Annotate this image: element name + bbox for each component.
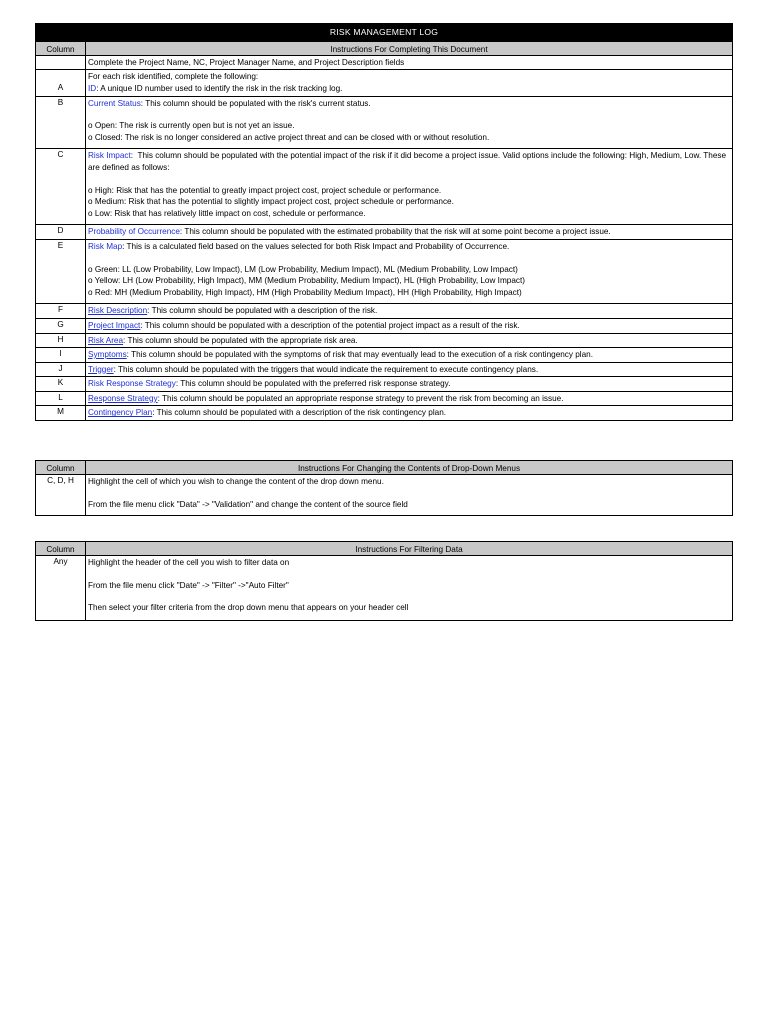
field-name: Contingency Plan (88, 408, 153, 418)
intro-row (36, 69, 732, 82)
field-name: Trigger (88, 364, 114, 374)
column-header: Column (36, 42, 86, 55)
field-text: This column should be populated an appropriate response strategy to prevent the risk from becoming an issue. (162, 393, 564, 403)
field-text: This column should be populated with the triggers that would indicate the requirement to execute contingency plans. (118, 364, 539, 374)
table-row (36, 347, 732, 362)
table-row (36, 82, 732, 96)
field-text: This column should be populated with the symptoms of risk that may eventually lead to the execution of a risk contingency plan. (131, 350, 594, 360)
intro-text: Complete the Project Name, NC, Project Manager Name, and Project Description fields (88, 58, 405, 67)
field-name: Project Impact (88, 320, 141, 330)
instructions-cell (86, 406, 732, 420)
instruction-line: From the file menu click "Data" -> "Validation" and change the content of the source field (88, 499, 408, 509)
table-row (36, 318, 732, 333)
instructions-cell (86, 225, 732, 239)
instruction-line: Then select your filter criteria from the drop down menu that appears on your header cell (88, 603, 409, 613)
column-letter: A (36, 82, 86, 96)
document-title: RISK MANAGEMENT LOG (36, 24, 732, 41)
column-letter: M (36, 406, 86, 420)
field-separator: : (130, 151, 138, 161)
dropdown-instructions-table (35, 460, 733, 516)
field-name: Risk Area (88, 335, 124, 345)
field-separator: : (123, 335, 128, 345)
column-letter: C (36, 149, 86, 224)
table-header-row (36, 41, 732, 55)
option-line: o Closed: The risk is no longer considered an active project threat and can be closed with or without resolution. (88, 132, 490, 142)
column-header: Column (36, 542, 86, 555)
field-text: This column should be populated with the appropriate risk area. (127, 335, 358, 345)
field-description (88, 226, 730, 238)
field-description (88, 241, 730, 253)
table-row (36, 96, 732, 149)
field-description (88, 83, 730, 95)
field-text: This column should be populated with a description of the risk contingency plan. (156, 408, 447, 418)
field-name: Risk Impact (88, 151, 131, 161)
filter-instructions-table (35, 541, 733, 621)
field-text: A unique ID number used to identify the risk in the risk tracking log. (100, 84, 343, 93)
field-name: Current Status (88, 98, 141, 108)
instructions-cell (86, 149, 732, 224)
field-description (88, 364, 730, 376)
field-name: Risk Map (88, 241, 123, 251)
field-separator: : (126, 350, 132, 360)
table-row (36, 376, 732, 391)
instructions-header: Instructions For Completing This Document (330, 45, 488, 54)
field-name: Probability of Occurrence (88, 227, 180, 237)
field-separator: : (122, 241, 127, 251)
field-description (88, 320, 730, 332)
field-description (88, 378, 730, 390)
option-line: o Green: LL (Low Probability, Low Impact), LM (Low Probability, Medium Impact), ML (Medium Probability, Low Impact) (88, 264, 518, 274)
instructions-cell (86, 319, 732, 333)
instructions-cell (86, 363, 732, 377)
instructions-cell (86, 304, 732, 318)
risk-log-instructions-table (35, 23, 733, 421)
instructions-header: Instructions For Changing the Contents of Drop-Down Menus (297, 464, 521, 473)
field-separator: : (96, 84, 101, 93)
column-cell: Any (36, 556, 86, 620)
field-name: Risk Response Strategy (88, 379, 176, 389)
table-row (36, 405, 732, 420)
table-row (36, 474, 732, 515)
option-line: o Red: MH (Medium Probability, High Impact), HM (High Probability Medium Impact), HH (High Probability, High Impact) (88, 287, 522, 297)
field-separator: : (152, 408, 157, 418)
table-header-row (36, 542, 732, 555)
table-row (36, 362, 732, 377)
field-text: This column should be populated with the estimated probability that the risk will at some point become a project issue. (184, 227, 611, 237)
column-letter: H (36, 334, 86, 348)
field-text: This column should be populated with the risk's current status. (145, 98, 371, 108)
instructions-cell (86, 82, 732, 96)
field-separator: : (157, 393, 163, 403)
field-name: Risk Description (88, 306, 148, 316)
field-separator: : (179, 227, 185, 237)
table-row (36, 303, 732, 318)
option-line: o High: Risk that has the potential to greatly impact project cost, project schedule or performance. (88, 185, 442, 195)
field-description (88, 150, 730, 173)
table-row (36, 239, 732, 303)
column-letter: G (36, 319, 86, 333)
field-name: Response Strategy (88, 393, 158, 403)
instruction-line: Highlight the cell of which you wish to change the content of the drop down menu. (88, 477, 384, 486)
instructions-cell (86, 240, 732, 303)
column-letter: K (36, 377, 86, 391)
option-line: o Open: The risk is currently open but is not yet an issue. (88, 121, 295, 131)
field-description (88, 98, 730, 110)
column-letter: J (36, 363, 86, 377)
field-description (88, 407, 730, 419)
column-letter: F (36, 304, 86, 318)
field-separator: : (113, 364, 119, 374)
table-row (36, 391, 732, 406)
column-cell: C, D, H (36, 475, 86, 515)
field-text: This column should be populated with a description of the potential project impact as a result of the risk. (144, 320, 520, 330)
column-letter: D (36, 225, 86, 239)
column-header: Column (36, 461, 86, 474)
instructions-header: Instructions For Filtering Data (355, 545, 463, 554)
field-text: This column should be populated with the preferred risk response strategy. (180, 379, 451, 389)
column-letter: I (36, 348, 86, 362)
table-row (36, 555, 732, 620)
instruction-line: Highlight the header of the cell you wish to filter data on (88, 558, 290, 567)
field-text: This column should be populated with the potential impact of the risk if it did become a project issue. Valid options include the following: High, Medium, Low. These are defined as follows: (88, 151, 727, 172)
option-line: o Medium: Risk that has the potential to slightly impact project cost, project schedule or performance. (88, 197, 454, 207)
field-separator: : (175, 379, 181, 389)
instructions-cell (86, 377, 732, 391)
option-line: o Yellow: LH (Low Probability, High Impact), MM (Medium Probability, Medium Impact), HL (High Probability, Low Impact) (88, 276, 525, 286)
risk-field-rows (36, 82, 732, 420)
field-text: This column should be populated with a description of the risk. (151, 306, 378, 316)
instructions-cell (86, 97, 732, 149)
field-description (88, 335, 730, 347)
column-letter: E (36, 240, 86, 303)
field-name: Symptoms (88, 350, 127, 360)
column-letter: B (36, 97, 86, 149)
table-row (36, 224, 732, 239)
field-name: ID (88, 84, 97, 93)
field-text: This is a calculated field based on the values selected for both Risk Impact and Probability of Occurrence. (126, 241, 510, 251)
field-separator: : (140, 320, 145, 330)
instructions-cell (86, 348, 732, 362)
field-separator: : (147, 306, 152, 316)
instructions-cell (86, 334, 732, 348)
field-description (88, 305, 730, 317)
option-line: o Low: Risk that has relatively little impact on cost, schedule or performance. (88, 208, 366, 218)
field-description (88, 349, 730, 361)
table-row (36, 333, 732, 348)
instructions-cell (86, 392, 732, 406)
intro-text: For each risk identified, complete the following: (88, 72, 259, 81)
instruction-line: From the file menu click "Date" -> "Filter" ->"Auto Filter" (88, 580, 289, 590)
intro-row (36, 55, 732, 69)
instructions-cell (86, 556, 732, 620)
table-header-row (36, 461, 732, 474)
field-description (88, 393, 730, 405)
field-separator: : (140, 98, 146, 108)
table-row (36, 148, 732, 224)
instructions-cell (86, 475, 732, 515)
column-letter: L (36, 392, 86, 406)
